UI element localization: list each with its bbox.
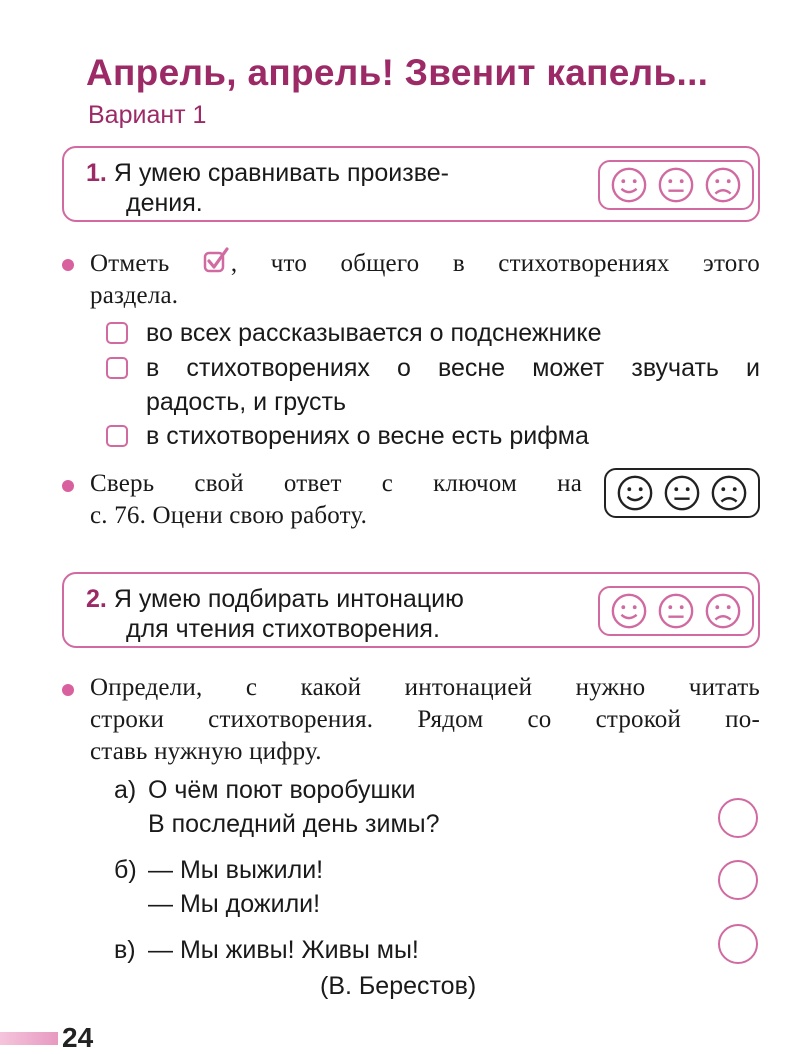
sad-face-icon[interactable]: [704, 592, 742, 630]
option-1-checkbox[interactable]: [106, 322, 128, 344]
neutral-face-icon[interactable]: [663, 474, 701, 512]
skill-2-number: 2.: [86, 585, 107, 613]
skill-box-1: [62, 146, 760, 222]
poem-b-line2: — Мы дожили!: [148, 890, 321, 918]
skill-1-text: [86, 158, 556, 218]
bullet-task-1: [62, 259, 74, 271]
answer-circle-c[interactable]: [718, 924, 758, 964]
poem-a-line2: В последний день зимы?: [148, 810, 440, 838]
smile-face-icon[interactable]: [616, 474, 654, 512]
sad-face-icon[interactable]: [710, 474, 748, 512]
skill-1-number: 1.: [86, 159, 107, 187]
bullet-task-2: [62, 684, 74, 696]
page-edge-strip: [0, 1032, 58, 1045]
neutral-face-icon[interactable]: [657, 166, 695, 204]
option-2-checkbox[interactable]: [106, 357, 128, 379]
self-assessment-smileys-1: [598, 160, 754, 210]
self-assessment-smileys-2: [598, 586, 754, 636]
task-1-line2: раздела.: [90, 282, 179, 309]
skill-2-line1: Я умею подбирать интонацию: [113, 585, 464, 613]
poem-a-label: а): [114, 776, 137, 804]
poem-b-line1: — Мы выжили!: [148, 856, 324, 884]
task-2-instruction: Определи, с какой интонацией нужно читать строки стихотворения. Рядом со строкой по- ставь нужную цифру.: [90, 674, 760, 765]
variant-subtitle: Вариант 1: [88, 101, 207, 129]
poem-c-line1: — Мы живы! Живы мы!: [148, 936, 419, 964]
poem-a-line1: О чём поют воробушки: [148, 776, 416, 804]
answer-circle-b[interactable]: [718, 860, 758, 900]
option-3-checkbox[interactable]: [106, 425, 128, 447]
page-title: Апрель, апрель! Звенит капель...: [86, 52, 709, 93]
page-number: 24: [62, 1022, 94, 1053]
poem-c-label: в): [114, 936, 136, 964]
sad-face-icon[interactable]: [704, 166, 742, 204]
task-1-line1: Отметь , что общего в стихотворениях этого: [90, 247, 760, 280]
task-1-instruction: [90, 247, 760, 312]
smile-face-icon[interactable]: [610, 166, 648, 204]
skill-1-line2: дения.: [126, 189, 203, 217]
option-2-text: в стихотворениях о весне может звучать и радость, и грусть: [146, 354, 760, 416]
option-3-text: в стихотворениях о весне есть рифма: [146, 422, 589, 450]
checkmark-box-icon: [203, 247, 231, 275]
neutral-face-icon[interactable]: [657, 592, 695, 630]
skill-1-line1: Я умею сравнивать произве-: [113, 159, 449, 187]
answer-circle-a[interactable]: [718, 798, 758, 838]
skill-box-2: [62, 572, 760, 648]
bullet-check-1: [62, 480, 74, 492]
poem-author: (В. Берестов): [320, 972, 477, 1000]
smile-face-icon[interactable]: [610, 592, 648, 630]
option-1-text: во всех рассказывается о подснежнике: [146, 319, 602, 347]
self-assessment-smileys-check: [604, 468, 760, 518]
skill-2-text: [86, 584, 556, 644]
check-1-text: Сверь свой ответ с ключом на с. 76. Оцени свою работу.: [90, 470, 582, 529]
skill-2-line2: для чтения стихотворения.: [126, 615, 440, 643]
poem-b-label: б): [114, 856, 137, 884]
